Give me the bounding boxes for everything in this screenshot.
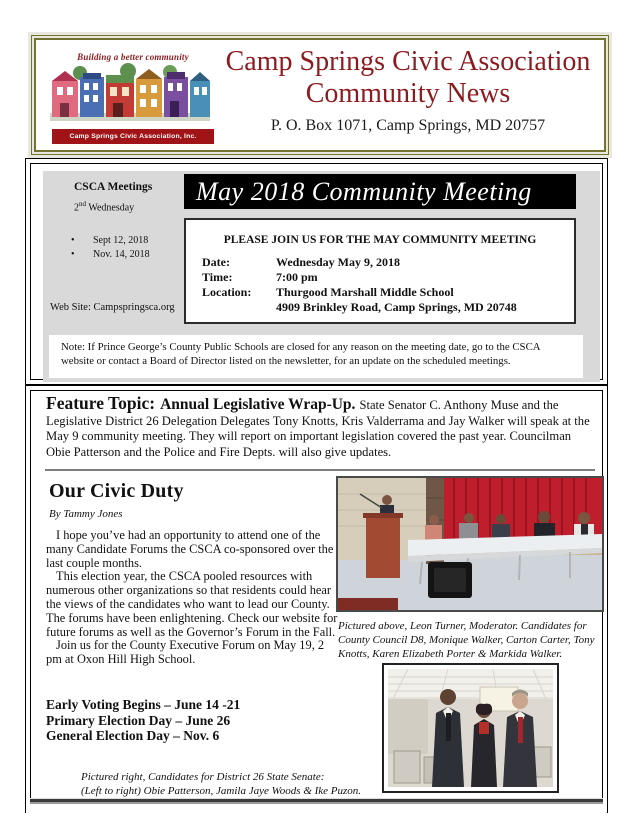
article-paragraph: Join us for the County Executive Forum on May 19, 2 pm at Oxon Hill High School. [46, 638, 325, 667]
election-dates-block [46, 697, 240, 744]
election-date-line: Early Voting Begins – June 14 -21 [46, 697, 241, 712]
feature-topic-body: State Senator C. Anthony Muse and the Legislative District 26 Delegation Delegates Tony Knotts, Kris Valderrama and Jay Walker will speak at the May 9 community meeting. They will report on important legislation covered the past year. Councilman Obie Patterson and the Police and Fire Depts. will also give updates. [46, 398, 590, 459]
row-houses-illustration [50, 63, 210, 121]
meeting-details-box [184, 218, 576, 324]
district-26-senate-candidates-photo [382, 663, 559, 793]
meetings-schedule: 2nd Wednesday [74, 200, 135, 214]
meeting-headline: PLEASE JOIN US FOR THE MAY COMMUNITY MEETING [223, 234, 537, 246]
meeting-date-item: • Sept 12, 2018 [71, 234, 150, 248]
article-body [46, 529, 340, 667]
meeting-details-rows [202, 255, 574, 315]
bullet-icon [71, 234, 93, 248]
candidate-forum-panel-photo [336, 476, 604, 612]
meeting-date-row: Date: Wednesday May 9, 2018 [202, 255, 401, 269]
schools-closed-note: Note: If Prince George’s County Public Schools are closed for any reason on the meeting date, go to the CSCA website or contact a Board of Director listed on the newsletter, for an update on the scheduled meetings. [49, 335, 583, 378]
meeting-dates-list [71, 234, 150, 262]
logo-tagline: Building a better community [77, 52, 189, 62]
meeting-date-item: • Nov. 14, 2018 [71, 248, 150, 262]
articles-section [25, 385, 608, 813]
feature-topic-title: Annual Legislative Wrap-Up. [160, 396, 356, 413]
article-paragraph: I hope you’ve had an opportunity to attend one of the many Candidate Forums the CSCA co-sponsored over the last couple months. [46, 528, 334, 570]
section-divider [45, 469, 595, 471]
feature-topic-label: Feature Topic: [46, 393, 156, 413]
bottom-rule [30, 798, 603, 804]
election-date-line: General Election Day – Nov. 6 [46, 728, 220, 744]
masthead-title-line2: Community News [305, 78, 511, 109]
election-date-line: Primary Election Day – June 26 [46, 712, 231, 728]
article-byline: By Tammy Jones [49, 508, 123, 520]
header-band [28, 32, 612, 158]
meeting-banner: May 2018 Community Meeting [184, 174, 576, 209]
masthead-title-line1: Camp Springs Civic Association [225, 46, 591, 77]
bullet-icon [71, 248, 93, 262]
meeting-location-row2: 4909 Brinkley Road, Camp Springs, MD 20748 [276, 300, 517, 314]
masthead [218, 46, 598, 135]
senate-photo-illustration [388, 669, 553, 787]
header-frame [31, 35, 609, 155]
meeting-info-section [25, 158, 608, 385]
feature-topic-paragraph [46, 393, 594, 460]
meeting-location-row: Location: Thurgood Marshall Middle School [202, 285, 454, 299]
po-box-address: P. O. Box 1071, Camp Springs, MD 20757 [270, 117, 546, 134]
website-text: Web Site: Campspringsca.org [50, 302, 175, 313]
article-heading: Our Civic Duty [49, 480, 184, 502]
article-paragraph: This election year, the CSCA pooled resources with numerous other organizations so that residents could hear the views of the candidates who want to lead our County. The forums have been enlightening. Check our website for future forums as well as the Governor’s Forum in the Fall. [46, 569, 338, 639]
csca-logo [50, 52, 216, 146]
panel-photo-caption: Pictured above, Leon Turner, Moderator. Candidates for County Council D8, Monique Walker, Carton Carter, Tony Knotts, Karen Elizabeth Porter & Markida Walker. [338, 620, 595, 660]
meetings-sidebar-heading: CSCA Meetings [74, 181, 153, 193]
meeting-time-row: Time: 7:00 pm [202, 270, 318, 284]
logo-banner: Camp Springs Civic Association, Inc. [52, 129, 214, 144]
senate-photo-caption: Pictured right, Candidates for District 26 State Senate: (Left to right) Obie Patterson, Jamila Jaye Woods & Ike Puzon. [81, 771, 362, 797]
panel-photo-illustration [338, 478, 602, 610]
